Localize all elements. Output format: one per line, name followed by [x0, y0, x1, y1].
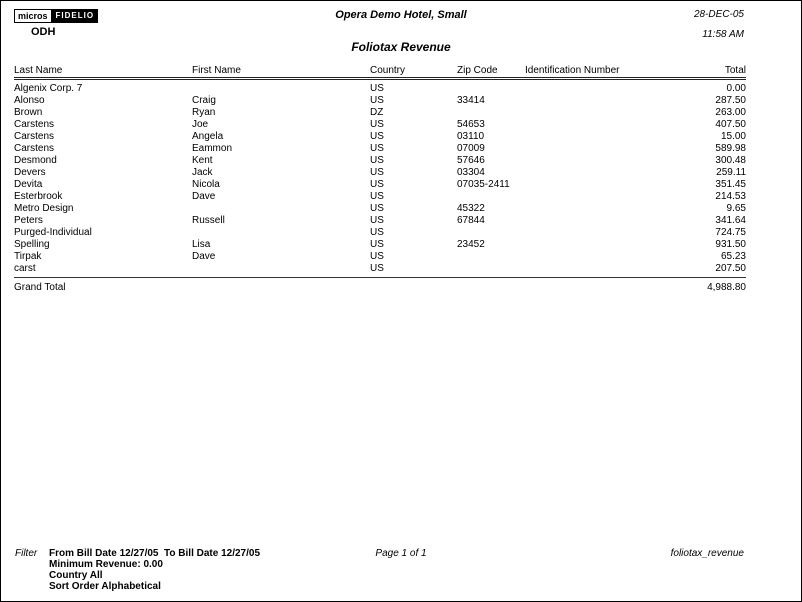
cell-id-number [525, 155, 677, 167]
cell-country: US [370, 155, 384, 166]
cell-country: DZ [370, 107, 384, 118]
cell-country: US [370, 83, 384, 94]
cell-country: US [370, 167, 384, 178]
cell-total: 0.00 [726, 83, 746, 94]
cell-country: US [370, 191, 384, 202]
cell-last-name: Carstens [14, 143, 55, 154]
cell-zip: 33414 [457, 95, 485, 106]
cell-total: 724.75 [715, 227, 746, 238]
cell-last-name: Carstens [14, 119, 55, 130]
cell-zip: 23452 [457, 239, 485, 250]
cell-total: 214.53 [715, 191, 746, 202]
cell-last-name: Carstens [14, 131, 55, 142]
cell-zip [457, 191, 525, 203]
cell-country: US [370, 239, 384, 250]
cell-country: US [370, 119, 384, 130]
filter-line-sort-order: Sort Order Alphabetical [49, 581, 161, 592]
cell-first-name: Dave [192, 191, 216, 202]
table-row [14, 143, 746, 155]
report-file-name: foliotax_revenue [670, 548, 744, 559]
cell-total: 589.98 [715, 143, 746, 154]
grand-total-row [14, 281, 746, 294]
cell-id-number [525, 95, 677, 107]
cell-zip: 03304 [457, 167, 485, 178]
cell-zip: 54653 [457, 119, 485, 130]
cell-total: 65.23 [720, 251, 746, 262]
cell-country: US [370, 215, 384, 226]
report-date: 28-DEC-05 [693, 9, 744, 20]
cell-last-name: Metro Design [14, 203, 74, 214]
cell-zip: 03110 [457, 131, 485, 142]
cell-id-number [525, 203, 677, 215]
cell-first-name [192, 227, 370, 239]
report-time: 11:58 AM [702, 29, 744, 40]
cell-first-name [192, 203, 370, 215]
table-row [14, 119, 746, 131]
cell-last-name: Peters [14, 215, 43, 226]
grand-total-label: Grand Total [14, 282, 66, 293]
cell-country: US [370, 95, 384, 106]
cell-first-name: Nicola [192, 179, 220, 190]
cell-id-number [525, 191, 677, 203]
header-divider [14, 77, 746, 80]
cell-first-name: Craig [192, 95, 216, 106]
table-row [14, 179, 746, 191]
page-indicator: Page 1 of 1 [375, 548, 427, 559]
cell-first-name: Ryan [192, 107, 216, 118]
cell-zip: 07035-2411 [457, 179, 510, 190]
cell-first-name: Eammon [192, 143, 233, 154]
cell-id-number [525, 131, 677, 143]
cell-first-name: Lisa [192, 239, 211, 250]
cell-id-number [525, 239, 677, 251]
table-row [14, 227, 746, 239]
table-row [14, 251, 746, 263]
table-row [14, 263, 746, 275]
cell-last-name: Spelling [14, 239, 50, 250]
cell-zip: 57646 [457, 155, 485, 166]
cell-country: US [370, 143, 384, 154]
filter-line-bill-dates: From Bill Date 12/27/05 To Bill Date 12/27/05 [49, 548, 261, 559]
cell-id-number [525, 107, 677, 119]
column-header-zip-code: Zip Code [457, 65, 498, 76]
table-row [14, 167, 746, 179]
column-header-first-name: First Name [192, 65, 241, 76]
cell-first-name: Angela [192, 131, 224, 142]
cell-total: 931.50 [715, 239, 746, 250]
table-row [14, 131, 746, 143]
cell-id-number [525, 143, 677, 155]
table-row [14, 107, 746, 119]
cell-last-name: Esterbrook [14, 191, 63, 202]
cell-last-name: Tirpak [14, 251, 42, 262]
cell-country: US [370, 251, 384, 262]
cell-last-name: carst [14, 263, 36, 274]
cell-id-number [525, 227, 677, 239]
filter-label: Filter [15, 548, 38, 559]
column-header-total: Total [724, 65, 746, 76]
cell-total: 263.00 [715, 107, 746, 118]
table-row [14, 239, 746, 251]
cell-total: 9.65 [726, 203, 746, 214]
column-header-identification-number: Identification Number [525, 65, 620, 76]
table-row [14, 215, 746, 227]
property-code: ODH [31, 26, 56, 38]
cell-total: 341.64 [715, 215, 746, 226]
table-row [14, 83, 746, 95]
cell-first-name: Joe [192, 119, 209, 130]
table-row [14, 155, 746, 167]
table-header-row [14, 64, 746, 77]
cell-zip [457, 263, 525, 275]
cell-last-name: Purged-Individual [14, 227, 92, 238]
cell-zip [457, 227, 525, 239]
cell-id-number [525, 83, 677, 95]
grand-total-value: 4,988.80 [707, 282, 746, 293]
micros-logo-text: micros [14, 9, 52, 23]
cell-total: 207.50 [715, 263, 746, 274]
cell-id-number [525, 215, 677, 227]
revenue-table [14, 64, 746, 294]
cell-total: 300.48 [715, 155, 746, 166]
cell-zip: 45322 [457, 203, 485, 214]
cell-first-name: Russell [192, 215, 225, 226]
cell-first-name [192, 263, 370, 275]
cell-total: 351.45 [715, 179, 746, 190]
cell-first-name [192, 83, 370, 95]
filter-line-minimum-revenue: Minimum Revenue: 0.00 [49, 559, 163, 570]
cell-id-number [525, 119, 677, 131]
column-header-country: Country [370, 65, 406, 76]
cell-total: 15.00 [720, 131, 746, 142]
cell-first-name: Kent [192, 155, 213, 166]
table-body [14, 83, 746, 275]
report-title: Foliotax Revenue [351, 40, 451, 54]
cell-first-name: Jack [192, 167, 213, 178]
cell-total: 407.50 [715, 119, 746, 130]
hotel-name: Opera Demo Hotel, Small [335, 9, 467, 21]
cell-last-name: Alonso [14, 95, 45, 106]
table-row [14, 203, 746, 215]
cell-zip: 07009 [457, 143, 485, 154]
table-row [14, 95, 746, 107]
column-header-last-name: Last Name [14, 65, 63, 76]
cell-last-name: Desmond [14, 155, 57, 166]
cell-id-number [525, 179, 677, 191]
cell-id-number [525, 251, 677, 263]
cell-country: US [370, 227, 384, 238]
cell-total: 287.50 [715, 95, 746, 106]
cell-zip [457, 83, 525, 95]
cell-id-number [525, 167, 677, 179]
grand-total-divider [14, 277, 746, 278]
table-row [14, 191, 746, 203]
cell-zip: 67844 [457, 215, 485, 226]
cell-country: US [370, 131, 384, 142]
cell-total: 259.11 [716, 167, 746, 178]
cell-last-name: Devita [14, 179, 43, 190]
cell-zip [457, 251, 525, 263]
fidelio-logo-text: FIDELIO [52, 9, 99, 23]
cell-id-number [525, 263, 677, 275]
cell-last-name: Algenix Corp. 7 [14, 83, 83, 94]
cell-zip [457, 107, 525, 119]
cell-last-name: Devers [14, 167, 46, 178]
cell-country: US [370, 203, 384, 214]
cell-last-name: Brown [14, 107, 43, 118]
cell-country: US [370, 179, 384, 190]
cell-first-name: Dave [192, 251, 216, 262]
cell-country: US [370, 263, 384, 274]
filter-line-country: Country All [49, 570, 103, 581]
